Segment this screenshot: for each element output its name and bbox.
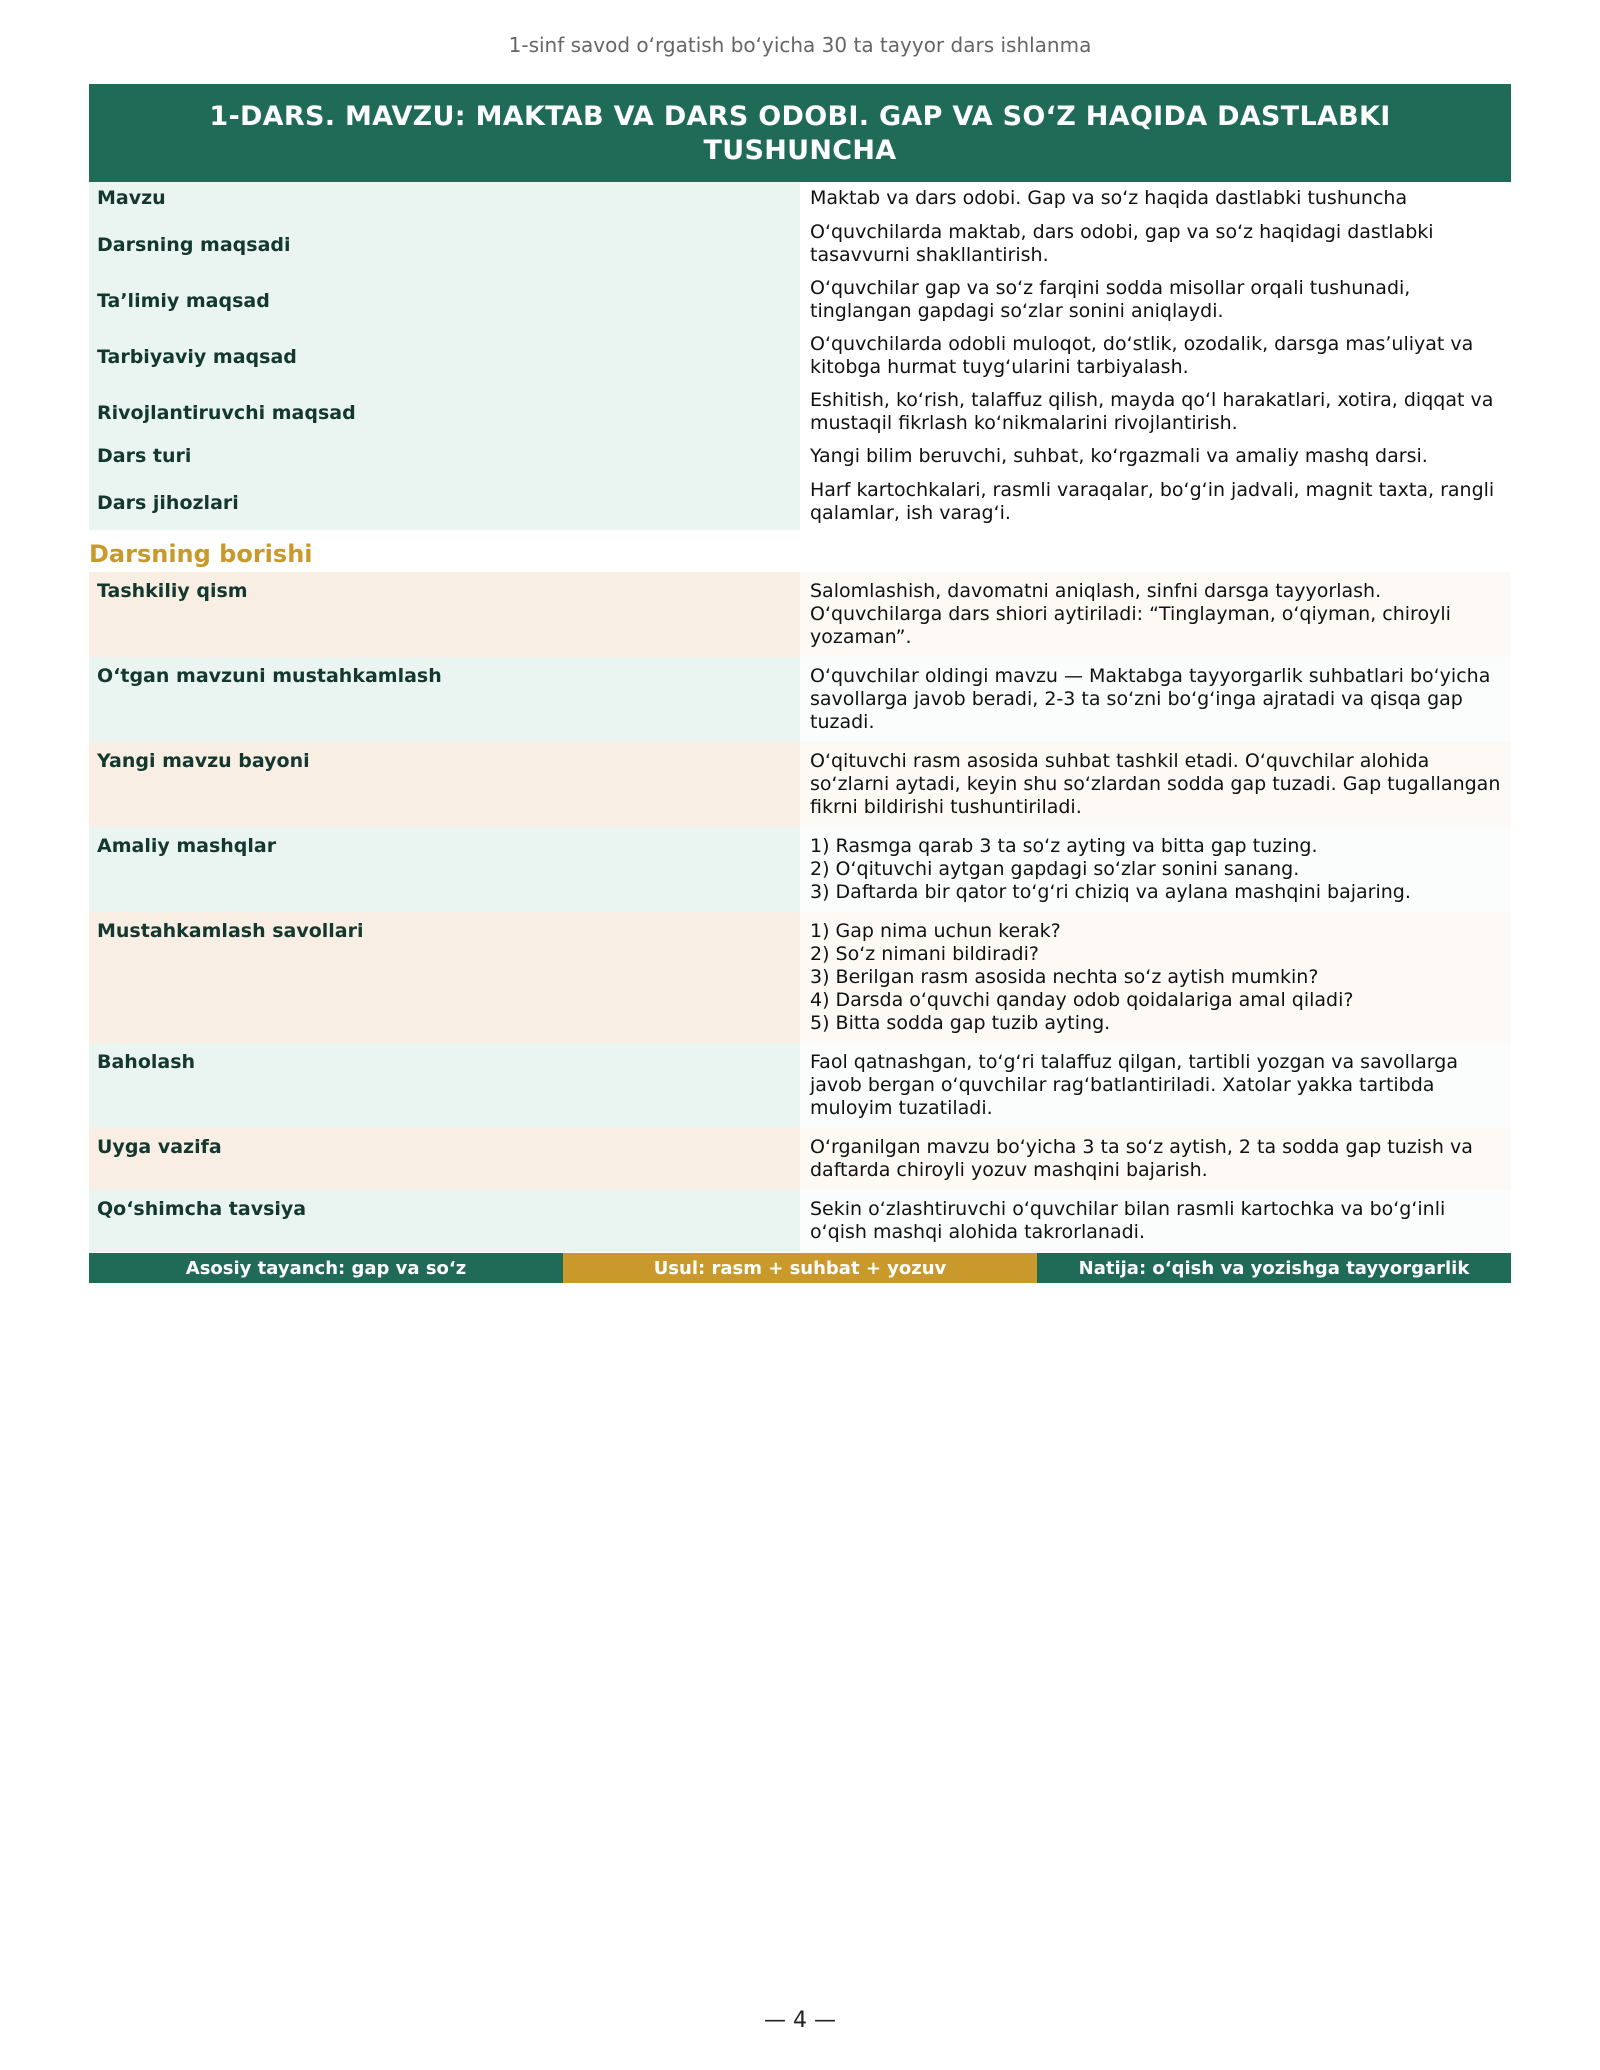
process-value [800,1043,1511,1128]
process-row [89,912,1511,1043]
meta-label: Dars jihozlari [89,474,800,530]
meta-row [89,440,1511,474]
process-line: 3) Daftarda bir qator toʻgʻri chiziq va aylana mashqini bajaring. [810,881,1411,903]
meta-label: Dars turi [89,440,800,474]
process-value [800,912,1511,1043]
process-label: Oʻtgan mavzuni mustahkamlash [89,657,800,742]
process-label: Yangi mavzu bayoni [89,742,800,827]
process-value [800,657,1511,742]
process-row [89,572,1511,657]
meta-label: Mavzu [89,182,800,216]
process-row [89,1128,1511,1190]
meta-row [89,216,1511,272]
process-line: 3) Berilgan rasm asosida nechta soʻz aytish mumkin? [810,966,1319,988]
meta-row [89,384,1511,440]
process-value [800,572,1511,657]
process-row [89,657,1511,742]
process-line: 1) Gap nima uchun kerak? [810,920,1061,942]
meta-label: Rivojlantiruvchi maqsad [89,384,800,440]
section-title: Darsning borishi [89,540,313,568]
meta-row [89,474,1511,530]
running-header: 1-sinf savod oʻrgatish boʻyicha 30 ta tayyor dars ishlanma [508,33,1092,57]
process-row [89,1190,1511,1252]
process-value [800,1128,1511,1190]
process-line: Faol qatnashgan, toʻgʻri talaffuz qilgan, tartibli yozgan va savollarga javob bergan oʻquvchilar ragʻbatlantiriladi. Xatolar yakka tartibda muloyim tuzatiladi. [810,1051,1458,1119]
meta-value: Oʻquvchilarda maktab, dars odobi, gap va soʻz haqidagi dastlabki tasavvurni shakllantirish. [800,216,1511,272]
page-number: — 4 — [764,2008,836,2033]
process-value [800,742,1511,827]
summary-method: Usul: rasm + suhbat + yozuv [563,1253,1037,1283]
process-row [89,827,1511,912]
meta-value: Harf kartochkalari, rasmli varaqalar, boʻgʻin jadvali, magnit taxta, rangli qalamlar, ish varagʻi. [800,474,1511,530]
process-line: 5) Bitta sodda gap tuzib ayting. [810,1012,1111,1034]
process-label: Uyga vazifa [89,1128,800,1190]
meta-row [89,272,1511,328]
meta-value: Eshitish, koʻrish, talaffuz qilish, mayda qoʻl harakatlari, xotira, diqqat va mustaqil fikrlash koʻnikmalarini rivojlantirish. [800,384,1511,440]
lesson-plan [89,84,1511,1283]
process-line: 1) Rasmga qarab 3 ta soʻz ayting va bitta gap tuzing. [810,835,1318,857]
meta-label: Taʼlimiy maqsad [89,272,800,328]
process-line: 2) Soʻz nimani bildiradi? [810,943,1039,965]
process-line: Oʻquvchilar oldingi mavzu — Maktabga tayyorgarlik suhbatlari boʻyicha savollarga javob beradi, 2-3 ta soʻzni boʻgʻinga ajratadi va qisqa gap tuzadi. [810,665,1491,733]
meta-row [89,182,1511,216]
summary-basis: Asosiy tayanch: gap va soʻz [89,1253,563,1283]
process-label: Baholash [89,1043,800,1128]
meta-value: Maktab va dars odobi. Gap va soʻz haqida dastlabki tushuncha [800,182,1511,216]
process-line: 2) Oʻqituvchi aytgan gapdagi soʻzlar sonini sanang. [810,858,1300,880]
meta-label: Tarbiyaviy maqsad [89,328,800,384]
summary-result: Natija: oʻqish va yozishga tayyorgarlik [1037,1253,1511,1283]
process-label: Mustahkamlash savollari [89,912,800,1043]
process-line: Sekin oʻzlashtiruvchi oʻquvchilar bilan rasmli kartochka va boʻgʻinli oʻqish mashqi alohida takrorlanadi. [810,1198,1446,1243]
meta-value: Oʻquvchilar gap va soʻz farqini sodda misollar orqali tushunadi, tinglangan gapdagi soʻzlar sonini aniqlaydi. [800,272,1511,328]
process-line: Oʻrganilgan mavzu boʻyicha 3 ta soʻz aytish, 2 ta sodda gap tuzish va daftarda chiroyli yozuv mashqini bajarish. [810,1136,1473,1181]
process-value [800,827,1511,912]
process-row [89,742,1511,827]
summary-bar [89,1253,1511,1283]
lesson-process-table [89,572,1511,1252]
meta-value: Oʻquvchilarda odobli muloqot, doʻstlik, ozodalik, darsga masʼuliyat va kitobga hurmat tuygʻularini tarbiyalash. [800,328,1511,384]
lesson-title: 1-DARS. MAVZU: MAKTAB VA DARS ODOBI. GAP VA SOʻZ HAQIDA DASTLABKI TUSHUNCHA [89,84,1511,182]
process-line: Salomlashish, davomatni aniqlash, sinfni darsga tayyorlash. Oʻquvchilarga dars shiori aytiriladi: “Tinglayman, oʻqiyman, chiroyli yozaman”. [810,580,1451,648]
process-value [800,1190,1511,1252]
meta-row [89,328,1511,384]
process-row [89,1043,1511,1128]
meta-value: Yangi bilim beruvchi, suhbat, koʻrgazmali va amaliy mashq darsi. [800,440,1511,474]
lesson-meta-table [89,182,1511,530]
process-label: Amaliy mashqlar [89,827,800,912]
meta-label: Darsning maqsadi [89,216,800,272]
process-line: Oʻqituvchi rasm asosida suhbat tashkil etadi. Oʻquvchilar alohida soʻzlarni aytadi, keyin shu soʻzlardan sodda gap tuzadi. Gap tugallangan fikrni bildirishi tushuntiriladi. [810,750,1501,818]
process-label: Tashkiliy qism [89,572,800,657]
process-label: Qoʻshimcha tavsiya [89,1190,800,1252]
process-line: 4) Darsda oʻquvchi qanday odob qoidalariga amal qiladi? [810,989,1354,1011]
